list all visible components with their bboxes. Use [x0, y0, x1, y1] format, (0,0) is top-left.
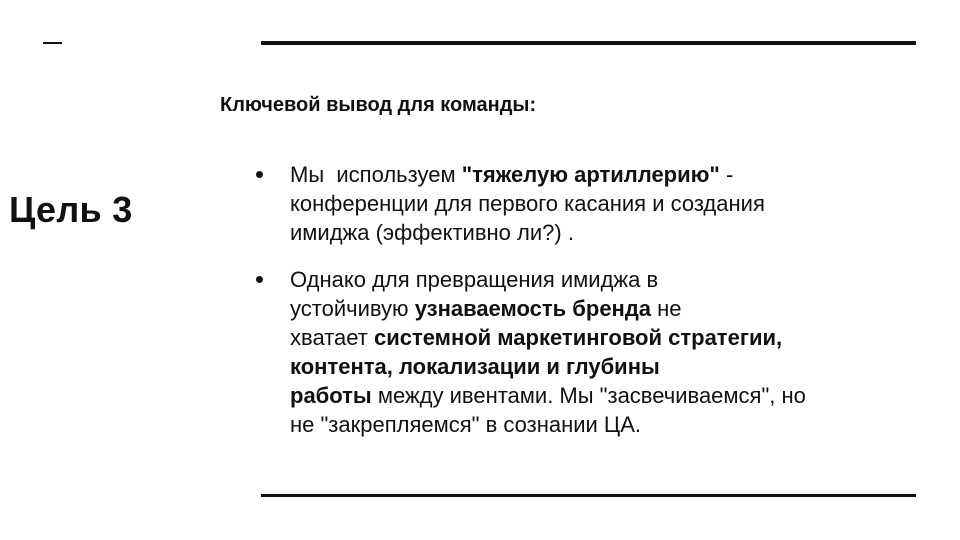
bullet-line — [290, 381, 927, 410]
bullet-text: Мы используем — [290, 162, 462, 187]
bottom-rule — [261, 494, 916, 497]
bullet-line — [290, 218, 927, 247]
bullet-text: имиджа (эффективно ли?) . — [290, 220, 574, 245]
bullet-text: не "закрепляемся" в сознании ЦА. — [290, 412, 641, 437]
bullet-line — [290, 323, 927, 352]
bullet-text-bold: системной маркетинговой стратегии, — [373, 325, 783, 350]
top-rule — [261, 41, 916, 45]
goal-title: Цель 3 — [9, 189, 133, 230]
bullet-line — [290, 410, 927, 439]
bullet-text: конференции для первого касания и создания — [290, 191, 765, 216]
bullet-line — [290, 160, 927, 189]
bullet-text-bold: "тяжелую артиллерию" — [461, 162, 720, 187]
bullet-text: между ивентами. Мы "засвечиваемся", но — [371, 383, 806, 408]
bullet-text-bold: контента, локализации и глубины — [290, 354, 660, 379]
bullet-line — [290, 352, 927, 381]
bullet-item — [247, 160, 927, 247]
bullet-line — [290, 189, 927, 218]
bullet-list — [247, 160, 927, 457]
bullet-line — [290, 265, 927, 294]
bullet-text-bold: работы — [290, 383, 372, 408]
bullet-dot-icon — [256, 171, 263, 178]
key-conclusion-heading: Ключевой вывод для команды: — [220, 94, 537, 116]
bullet-text: устойчивую — [290, 296, 415, 321]
bullet-text: хватает — [290, 325, 374, 350]
bullet-text-bold: узнаваемость бренда — [414, 296, 652, 321]
bullet-item — [247, 265, 927, 439]
dash-decoration — [43, 42, 62, 44]
bullet-line — [290, 294, 927, 323]
bullet-dot-icon — [256, 276, 263, 283]
bullet-text: Однако для превращения имиджа в — [290, 267, 659, 292]
bullet-text: - — [719, 162, 734, 187]
bullet-text: не — [651, 296, 682, 321]
